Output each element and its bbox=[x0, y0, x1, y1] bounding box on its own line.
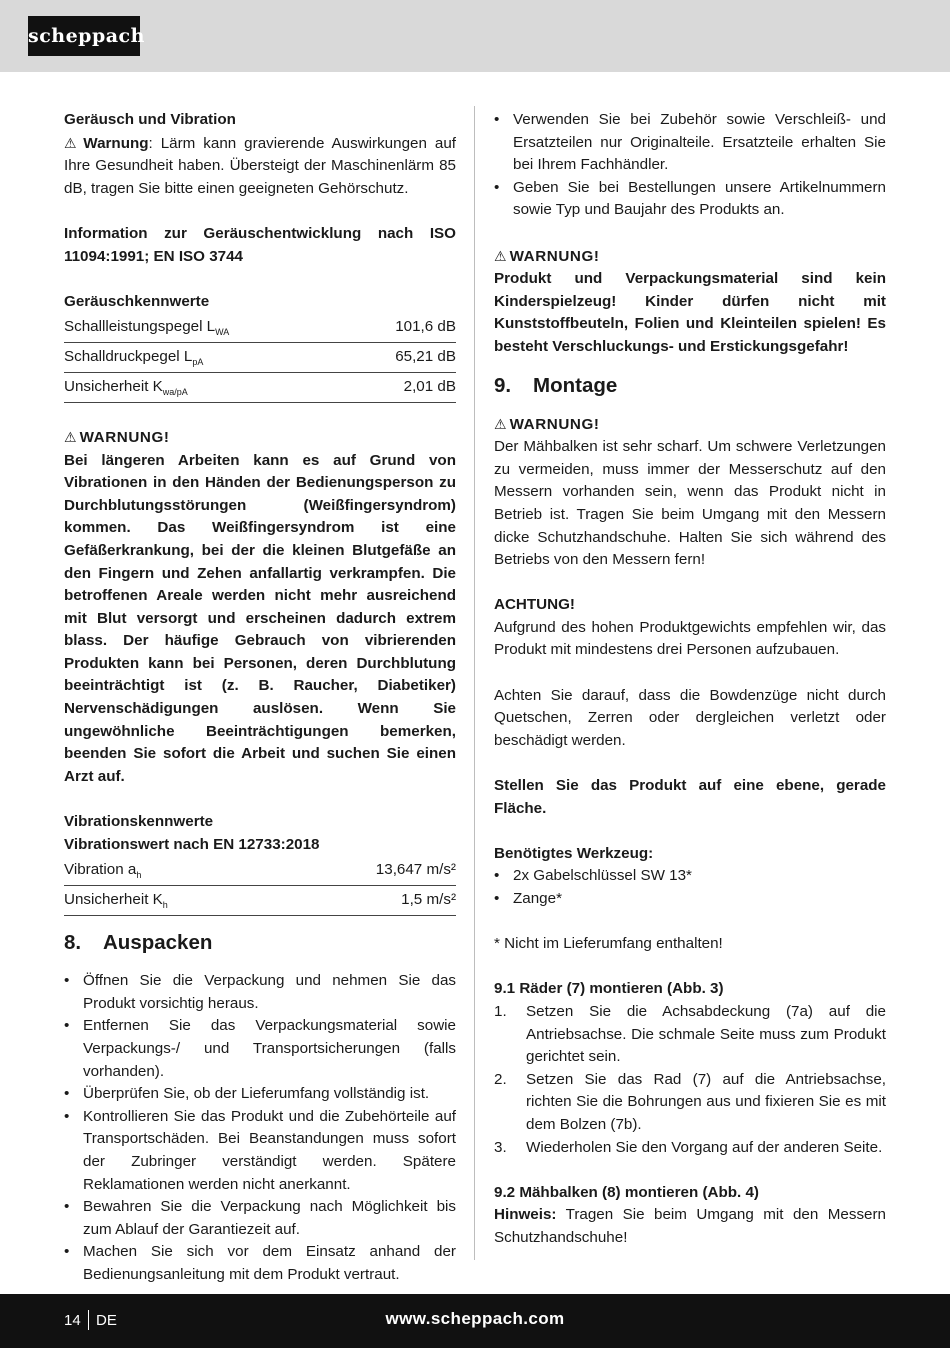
row-label: Unsicherheit $K_{wa/pA}$ bbox=[64, 377, 188, 397]
website-link[interactable]: www.scheppach.com bbox=[385, 1309, 565, 1328]
vibration-values-table bbox=[64, 856, 456, 916]
attention-head: ACHTUNG! bbox=[494, 596, 575, 614]
row-value: 2,01 dB bbox=[403, 377, 456, 395]
blade-warning-head: ⚠ WARNUNG! bbox=[494, 415, 600, 433]
warning-triangle-icon: ⚠ bbox=[494, 415, 507, 432]
unpack-list bbox=[64, 970, 456, 1286]
list-item: • Überprüfen Sie, ob der Lieferumfang vollständig ist. bbox=[64, 1083, 456, 1106]
list-item: • Bewahren Sie die Verpackung nach Möglichkeit bis zum Ablauf der Garantiezeit auf. bbox=[64, 1196, 456, 1241]
list-item: • Kontrollieren Sie das Produkt und die Zubehörteile auf Transportschäden. Bei Beanstandungen muss sofort der Zubringer verständigt werden. Spätere Reklamationen werden nicht anerkannt. bbox=[64, 1106, 456, 1196]
right-column bbox=[494, 109, 886, 1250]
vibration-values-subtitle: Vibrationswert nach EN 12733:2018 bbox=[64, 835, 320, 853]
table-row bbox=[64, 856, 456, 886]
row-label: Unsicherheit $K_h$ bbox=[64, 890, 168, 910]
section-8-heading: 8. Auspacken bbox=[64, 931, 213, 955]
row-value: 1,5 m/s² bbox=[401, 890, 456, 908]
noise-warning bbox=[64, 132, 456, 201]
column-divider bbox=[474, 106, 475, 1260]
list-item: • Entfernen Sie das Verpackungsmaterial sowie Verpackungs-/ und Transportsicherungen (falls vorhanden). bbox=[64, 1015, 456, 1083]
list-item: • Verwenden Sie bei Zubehör sowie Verschleiß- und Ersatzteilen nur Originalteile. Ersatzteile erhalten Sie bei Ihrem Fachhändler. bbox=[494, 109, 886, 177]
parts-list bbox=[494, 109, 886, 222]
warning-triangle-icon: ⚠ bbox=[64, 428, 77, 445]
scheppach-logo: scheppach bbox=[28, 16, 140, 56]
list-item: 2. Setzen Sie das Rad (7) auf die Antriebsachse, richten Sie die Bohrungen aus und fixieren Sie es mit dem Bolzen (7b). bbox=[494, 1070, 886, 1133]
list-item: • Geben Sie bei Bestellungen unsere Artikelnummern sowie Typ und Baujahr des Produkts an. bbox=[494, 177, 886, 222]
blade-warning-text: Der Mähbalken ist sehr scharf. Um schwere Verletzungen zu vermeiden, muss immer der Messerschutz auf den Messern vorhanden sein, wenn das Produkt nicht in Betrieb ist. Tragen Sie beim Umgang mit den Messern dicke Schutzhandschuhe. Halten Sie sich während des Betriebs von den Messern fern! bbox=[494, 438, 886, 569]
tools-list bbox=[494, 865, 886, 910]
list-item: • Zange* bbox=[494, 888, 886, 911]
vibration-warning-text: Bei längeren Arbeiten kann es auf Grund von Vibrationen in den Händen der Bedienungsperson zu Durchblutungsstörungen (Weißfingersyndrom) kommen. Das Weißfingersyndrom ist eine Gefäßerkrankung, bei der die kleinen Blutgefäße an den Fingern und Zehen anfallartig verkrampfen. Die betroffenen Areale werden nicht mehr ausreichend mit Blut versorgt und erscheinen dadurch extrem blass. Der häufige Gebrauch von vibrierenden Produkten kann bei Personen, deren Durchblutung beeinträchtigt ist (z. B. Raucher, Diabetiker) Nervenschädigungen auslösen. Wenn Sie ungewöhnliche Beeinträchtigungen bemerken, beenden Sie sofort die Arbeit und suchen Sie einen Arzt auf. bbox=[64, 451, 456, 785]
table-row bbox=[64, 373, 456, 403]
noise-section-title: Geräusch und Vibration bbox=[64, 111, 236, 128]
page-language: DE bbox=[96, 1312, 117, 1329]
warning-triangle-icon: ⚠ bbox=[494, 247, 507, 264]
noise-warning-label: Warnung bbox=[83, 134, 149, 152]
table-row bbox=[64, 343, 456, 373]
iso-info: Information zur Geräuschentwicklung nach ISO 11094:1991; EN ISO 3744 bbox=[64, 224, 456, 265]
list-item: • Öffnen Sie die Verpackung und nehmen Sie das Produkt vorsichtig heraus. bbox=[64, 970, 456, 1015]
bowden-text: Achten Sie darauf, dass die Bowdenzüge nicht durch Quetschen, Zerren oder dergleichen verletzt oder beschädigt werden. bbox=[494, 686, 886, 749]
row-value: 65,21 dB bbox=[395, 347, 456, 365]
section-9-2-hint: Hinweis: Tragen Sie beim Umgang mit den Messern Schutzhandschuhe! bbox=[494, 1206, 886, 1246]
list-item: 3. Wiederholen Sie den Vorgang auf der anderen Seite. bbox=[494, 1138, 883, 1156]
packaging-warning-text: Produkt und Verpackungsmaterial sind kein Kinderspielzeug! Kinder dürfen nicht mit Kunststoffbeuteln, Folien und Kleinteilen spielen! Es besteht Verschluckungs- und Erstickungsgefahr! bbox=[494, 270, 886, 355]
noise-values-table bbox=[64, 313, 456, 403]
row-label: Schallleistungspegel $L_{WA}$ bbox=[64, 317, 230, 337]
section-9-1-heading: 9.1 Räder (7) montieren (Abb. 3) bbox=[494, 980, 724, 998]
left-column bbox=[64, 109, 456, 1287]
noise-warning-text: : Lärm kann gravierende Auswirkungen auf Ihre Gesundheit haben. Übersteigt der Maschinenlärm 85 dB, tragen Sie bitte einen geeigneten Gehörschutz. bbox=[64, 134, 456, 197]
table-row bbox=[64, 313, 456, 343]
footer-bar bbox=[0, 1294, 950, 1348]
row-label: Vibration $a_h$ bbox=[64, 860, 142, 880]
section-9-2-heading: 9.2 Mähbalken (8) montieren (Abb. 4) bbox=[494, 1183, 759, 1201]
list-item: • 2x Gabelschlüssel SW 13* bbox=[494, 865, 886, 888]
wheel-steps-list bbox=[494, 1001, 886, 1159]
list-item: 1. Setzen Sie die Achsabdeckung (7a) auf die Antriebsachse. Die schmale Seite muss zum Produkt gerichtet sein. bbox=[494, 1002, 886, 1066]
level-surface-text: Stellen Sie das Produkt auf eine ebene, gerade Fläche. bbox=[494, 777, 886, 817]
row-value: 13,647 m/s² bbox=[375, 860, 456, 878]
vibration-values-title: Vibrationskennwerte bbox=[64, 813, 214, 831]
vibration-warning-head: ⚠ WARNUNG! bbox=[64, 428, 170, 446]
section-9-heading: 9. Montage bbox=[494, 373, 618, 397]
packaging-warning-head: ⚠ WARNUNG! bbox=[494, 247, 600, 265]
header-bar bbox=[0, 0, 950, 72]
attention-text: Aufgrund des hohen Produktgewichts empfehlen wir, das Produkt mit mindestens drei Personen aufzubauen. bbox=[494, 618, 886, 659]
tools-title: Benötigtes Werkzeug: bbox=[494, 844, 654, 862]
table-row bbox=[64, 886, 456, 916]
list-item: • Machen Sie sich vor dem Einsatz anhand der Bedienungsanleitung mit dem Produkt vertraut. bbox=[64, 1241, 456, 1286]
row-value: 101,6 dB bbox=[395, 317, 456, 335]
row-label: Schalldruckpegel $L_{pA}$ bbox=[64, 347, 204, 367]
warning-triangle-icon: ⚠ bbox=[64, 134, 81, 151]
tools-note: * Nicht im Lieferumfang enthalten! bbox=[494, 935, 723, 953]
noise-values-title: Geräuschkennwerte bbox=[64, 292, 210, 310]
page-number: 14 bbox=[64, 1312, 81, 1329]
